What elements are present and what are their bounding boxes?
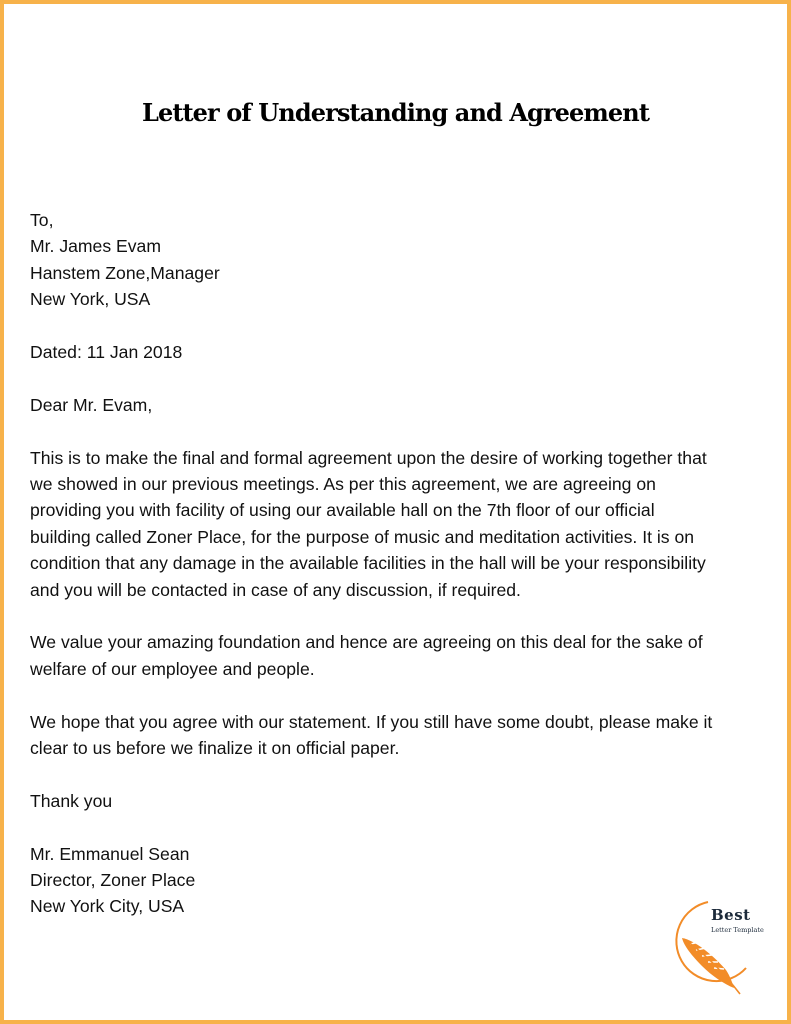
paragraph-line: We hope that you agree with our statement. If you still have some doubt, please make it <box>30 711 713 732</box>
recipient-to: To, <box>30 210 54 230</box>
spacer <box>30 603 776 629</box>
paragraph-line: we showed in our previous meetings. As per this agreement, we are agreeing on <box>30 474 656 495</box>
document-title: Letter of Understanding and Agreement <box>141 98 650 127</box>
greeting: Dear Mr. Evam, <box>30 394 153 415</box>
recipient-block <box>30 207 776 313</box>
recipient-location: New York, USA <box>30 289 151 310</box>
spacer <box>30 418 776 444</box>
paragraph-3 <box>30 709 776 762</box>
sender-location: New York City, USA <box>30 896 185 917</box>
letter-body <box>30 207 776 920</box>
paragraph-line: building called Zoner Place, for the purpose of music and meditation activities. It is on <box>30 526 695 547</box>
sender-name: Mr. Emmanuel Sean <box>30 843 190 864</box>
paragraph-line: and you will be contacted in case of any discussion, if required. <box>30 579 521 600</box>
spacer <box>30 682 776 708</box>
paragraph-1 <box>30 445 776 603</box>
closing: Thank you <box>30 790 113 811</box>
spacer <box>30 313 776 339</box>
recipient-company-role: Hanstem Zone,Manager <box>30 262 220 283</box>
logo-word: Best <box>711 906 751 924</box>
logo-subtitle: Letter Template <box>711 926 764 934</box>
paragraph-line: condition that any damage in the available facilities in the hall will be your responsibility <box>30 553 706 574</box>
paragraph-line: We value your amazing foundation and hence are agreeing on this deal for the sake of <box>30 632 703 653</box>
sender-title: Director, Zoner Place <box>30 870 196 891</box>
spacer <box>30 761 776 787</box>
paragraph-line: clear to us before we finalize it on official paper. <box>30 738 400 759</box>
paragraph-2 <box>30 629 776 682</box>
recipient-name: Mr. James Evam <box>30 236 161 257</box>
spacer <box>30 365 776 391</box>
paragraph-line: This is to make the final and formal agreement upon the desire of working together that <box>30 447 707 468</box>
best-letter-template-logo <box>664 898 776 998</box>
spacer <box>30 814 776 840</box>
paragraph-line: providing you with facility of using our available hall on the 7th floor of our official <box>30 500 655 521</box>
paragraph-line: welfare of our employee and people. <box>30 658 315 679</box>
date-line: Dated: 11 Jan 2018 <box>30 342 183 363</box>
